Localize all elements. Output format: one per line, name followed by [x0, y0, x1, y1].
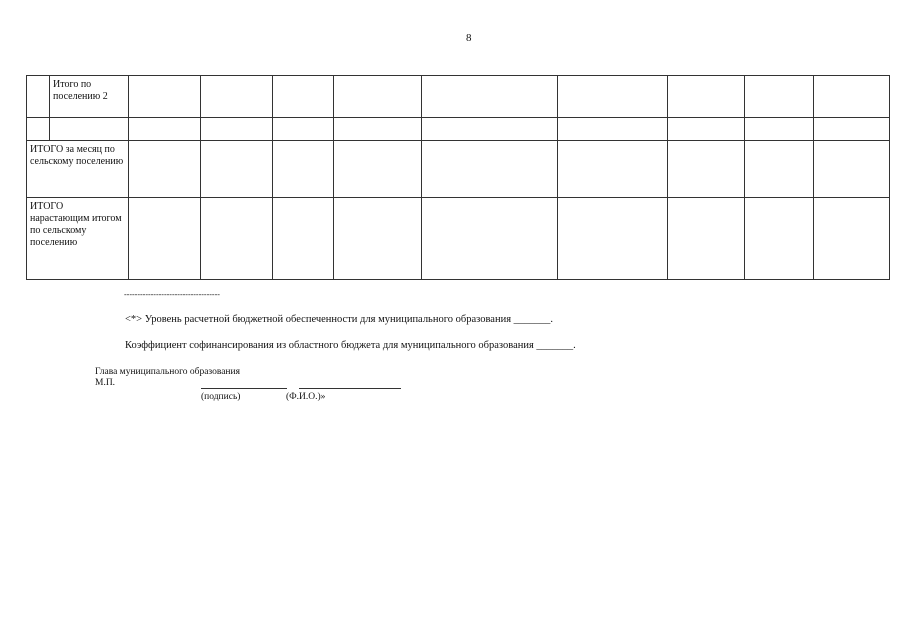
table-cell	[558, 141, 668, 198]
head-label: Глава муниципального образования	[95, 367, 240, 377]
table-cell	[558, 118, 668, 141]
table-cell	[422, 141, 558, 198]
table-row	[27, 118, 890, 141]
table-cell	[814, 198, 890, 280]
table-cell	[201, 118, 273, 141]
table-cell	[334, 198, 422, 280]
table-cell	[27, 76, 50, 118]
table-cell	[422, 118, 558, 141]
table-cell	[668, 141, 745, 198]
signature-caption: (подпись)	[201, 392, 241, 402]
table-cell	[814, 118, 890, 141]
table-cell	[201, 198, 273, 280]
table-row	[27, 76, 890, 118]
table-cell	[27, 118, 50, 141]
table-cell	[422, 198, 558, 280]
table-cell	[129, 141, 201, 198]
table-row	[27, 198, 890, 280]
coefficient-text: Коэффициент софинансирования из областного бюджета для муниципального образования _______.	[125, 340, 576, 351]
table-cell	[668, 198, 745, 280]
table-cell	[334, 118, 422, 141]
table-cell	[201, 141, 273, 198]
table-cell	[129, 118, 201, 141]
table-cell	[814, 141, 890, 198]
name-line	[299, 388, 401, 389]
table-cell	[668, 76, 745, 118]
row-label-settlement-2-total: Итого по поселению 2	[50, 76, 129, 118]
table-cell	[273, 118, 334, 141]
table-cell	[201, 76, 273, 118]
table-cell	[558, 76, 668, 118]
table-cell	[745, 141, 814, 198]
footnote-separator: ------------------------------------	[124, 290, 220, 299]
table-cell	[745, 198, 814, 280]
table-cell	[558, 198, 668, 280]
table-cell	[273, 198, 334, 280]
table-cell	[273, 76, 334, 118]
table-cell	[334, 141, 422, 198]
stamp-label: М.П.	[95, 378, 116, 388]
footnote-text: <*> Уровень расчетной бюджетной обеспеченности для муниципального образования _______.	[125, 314, 554, 325]
table-cell	[129, 76, 201, 118]
table-cell	[814, 76, 890, 118]
row-label-cumulative-total: ИТОГО нарастающим итогом по сельскому поселению	[27, 198, 129, 280]
table-cell	[334, 76, 422, 118]
name-caption: (Ф.И.О.)»	[286, 392, 326, 402]
signature-line	[201, 388, 287, 389]
table-cell	[422, 76, 558, 118]
table-row	[27, 141, 890, 198]
row-label-monthly-total: ИТОГО за месяц по сельскому поселению	[27, 141, 129, 198]
report-table	[26, 75, 890, 280]
table-cell	[745, 76, 814, 118]
page-number: 8	[466, 32, 472, 44]
table-cell	[745, 118, 814, 141]
table-cell	[668, 118, 745, 141]
table-cell	[273, 141, 334, 198]
row-label-empty	[50, 118, 129, 141]
table-cell	[129, 198, 201, 280]
